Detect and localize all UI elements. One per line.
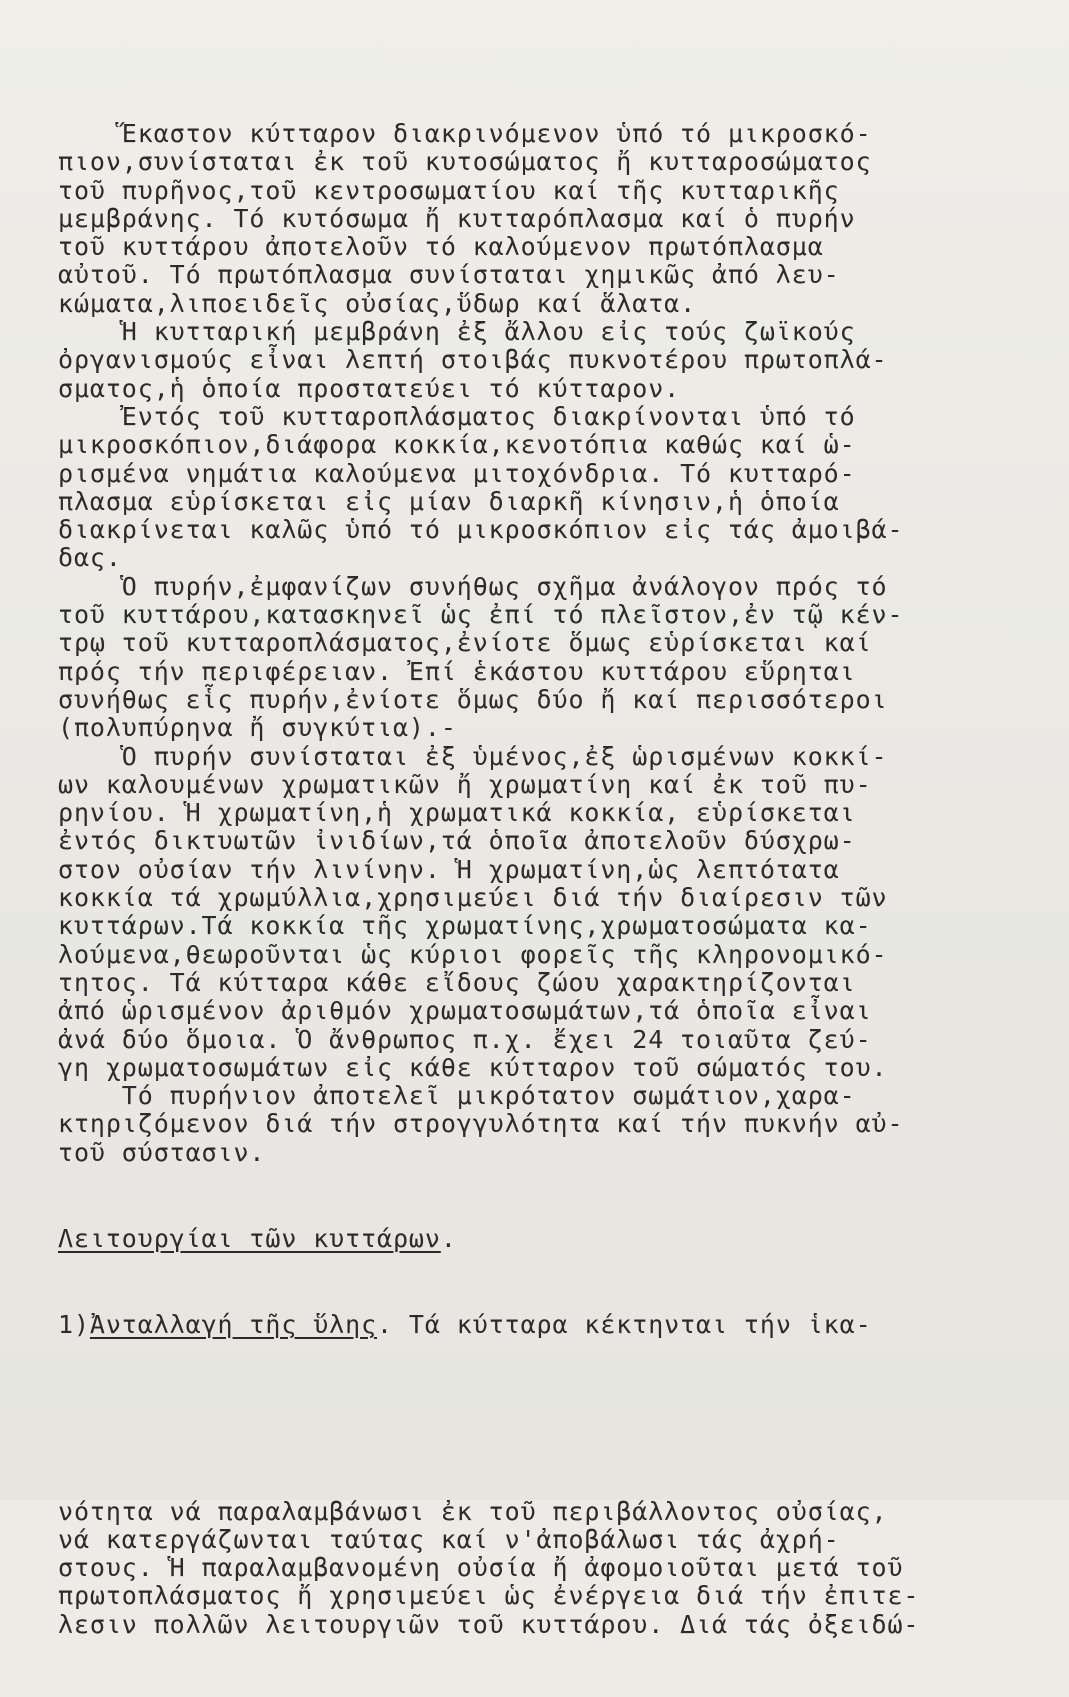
item-heading-line bbox=[58, 1311, 1048, 1339]
text-line: γη χρωματοσωμάτων εἰς κάθε κύτταρον τοῦ σώματός του. bbox=[58, 1052, 888, 1082]
text-line: ἀπό ὡρισμένον ἀριθμόν χρωματοσωμάτων,τά ὁποῖα εἶναι bbox=[58, 996, 872, 1026]
text-line: μεμβράνης. Τό κυτόσωμα ἤ κυτταρόπλασμα καί ὁ πυρήν bbox=[58, 203, 856, 233]
text-line: Ὁ πυρήν συνίσταται ἐξ ὑμένος,ἐξ ὡρισμένων κοκκί- bbox=[58, 741, 888, 771]
text-line: Ἡ κυτταρική μεμβράνη ἐξ ἄλλου εἰς τούς ζωϊκούς bbox=[58, 317, 856, 347]
text-line: τητος. Τά κύτταρα κάθε εἴδους ζώου χαρακτηρίζονται bbox=[58, 967, 856, 997]
text-line: κυττάρων.Τά κοκκία τῆς χρωματίνης,χρωματοσώματα κα- bbox=[58, 911, 872, 941]
text-line: πλασμα εὑρίσκεται εἰς μίαν διαρκῆ κίνησιν,ἡ ὁποία bbox=[58, 486, 840, 516]
text-line: στους. Ἡ παραλαμβανομένη οὐσία ἤ ἀφομοιοῦται μετά τοῦ bbox=[58, 1553, 904, 1583]
text-line: πρωτοπλάσματος ἤ χρησιμεύει ὡς ἐνέργεια διά τήν ἐπιτε- bbox=[58, 1581, 920, 1611]
item-paragraph bbox=[58, 1498, 1048, 1639]
text-line: νά κατεργάζωνται ταύτας καί ν'ἀποβάλωσι τάς ἀχρή- bbox=[58, 1524, 840, 1554]
text-line: Ἐντός τοῦ κυτταροπλάσματος διακρίνονται ὑπό τό bbox=[58, 401, 856, 431]
text-line: κοκκία τά χρωμύλλια,χρησιμεύει διά τήν διαίρεσιν τῶν bbox=[58, 883, 888, 913]
text-line: Ἕκαστον κύτταρον διακρινόμενον ὑπό τό μικροσκό- bbox=[58, 119, 872, 148]
section-heading-period: . bbox=[440, 1223, 457, 1253]
text-line: ρισμένα νημάτια καλούμενα μιτοχόνδρια. Τό κυτταρό- bbox=[58, 458, 856, 488]
text-line: πιον,συνίσταται ἐκ τοῦ κυτοσώματος ἤ κυτταροσώματος bbox=[58, 147, 872, 177]
text-line: (πολυπύρηνα ἤ συγκύτια).- bbox=[58, 713, 457, 743]
text-line: τοῦ πυρῆνος,τοῦ κεντροσωματίου καί τῆς κυτταρικῆς bbox=[58, 175, 840, 205]
text-line: δας. bbox=[58, 543, 122, 573]
text-line: Ὁ πυρήν,ἐμφανίζων συνήθως σχῆμα ἀνάλογον πρός τό bbox=[58, 571, 888, 601]
text-line: μικροσκόπιον,διάφορα κοκκία,κενοτόπια καθώς καί ὡ- bbox=[58, 430, 856, 460]
text-line: τοῦ κυττάρου,κατασκηνεῖ ὡς ἐπί τό πλεῖστον,ἐν τῷ κέν- bbox=[58, 600, 904, 630]
text-line: Τό πυρήνιον ἀποτελεῖ μικρότατον σωμάτιον,χαρα- bbox=[58, 1081, 856, 1111]
section-heading-line bbox=[58, 1225, 1048, 1253]
text-line: τοῦ σύστασιν. bbox=[58, 1137, 266, 1167]
text-line: σματος,ἡ ὁποία προστατεύει τό κύτταρον. bbox=[58, 373, 681, 403]
text-line: νότητα νά παραλαμβάνωσι ἐκ τοῦ περιβάλλοντος οὐσίας, bbox=[58, 1496, 888, 1526]
text-line: κώματα,λιποειδεῖς οὐσίας,ὕδωρ καί ἅλατα. bbox=[58, 288, 697, 318]
text-line: ἐντός δικτυωτῶν ἰνιδίων,τά ὁποῖα ἀποτελοῦν δύσχρω- bbox=[58, 826, 856, 856]
body-paragraphs bbox=[58, 120, 1048, 1167]
item-heading-rest: . Τά κύτταρα κέκτηνται τήν ἱκα- bbox=[377, 1310, 872, 1340]
text-line: ων καλουμένων χρωματικῶν ἤ χρωματίνη καί ἐκ τοῦ πυ- bbox=[58, 769, 872, 799]
text-line: ρηνίου. Ἡ χρωματίνη,ἡ χρωματικά κοκκία, εὑρίσκεται bbox=[58, 798, 856, 828]
text-line: τρῳ τοῦ κυτταροπλάσματος,ἐνίοτε ὅμως εὑρίσκεται καί bbox=[58, 628, 872, 658]
text-line: τοῦ κυττάρου ἀποτελοῦν τό καλούμενον πρωτόπλασμα bbox=[58, 232, 824, 262]
text-line: συνήθως εἷς πυρήν,ἐνίοτε ὅμως δύο ἤ καί περισσότεροι bbox=[58, 684, 888, 714]
text-line: διακρίνεται καλῶς ὑπό τό μικροσκόπιον εἰς τάς ἀμοιβά- bbox=[58, 515, 904, 545]
text-line: αὐτοῦ. Τό πρωτόπλασμα συνίσταται χημικῶς ἀπό λευ- bbox=[58, 260, 840, 290]
page-text bbox=[58, 62, 1048, 1697]
text-line: λούμενα,θεωροῦνται ὡς κύριοι φορεῖς τῆς κληρονομικό- bbox=[58, 939, 888, 969]
paragraph-gap bbox=[58, 1398, 1048, 1440]
item-number: 1) bbox=[58, 1310, 90, 1340]
text-line: λεσιν πολλῶν λειτουργιῶν τοῦ κυττάρου. Διά τάς ὀξειδώ- bbox=[58, 1609, 920, 1639]
item-heading: Ἀνταλλαγή τῆς ὕλης bbox=[89, 1310, 378, 1340]
text-line: κτηριζόμενον διά τήν στρογγυλότητα καί τήν πυκνήν αὐ- bbox=[58, 1109, 904, 1139]
text-line: πρός τήν περιφέρειαν. Ἐπί ἑκάστου κυττάρου εὕρηται bbox=[58, 656, 856, 686]
text-line: ἀνά δύο ὅμοια. Ὁ ἄνθρωπος π.χ. ἔχει 24 τοιαῦτα ζεύ- bbox=[58, 1024, 872, 1054]
text-line: ὀργανισμούς εἶναι λεπτή στοιβάς πυκνοτέρου πρωτοπλά- bbox=[58, 345, 888, 375]
text-line: στον οὐσίαν τήν λινίνην. Ἡ χρωματίνη,ὡς λεπτότατα bbox=[58, 854, 840, 884]
section-heading: Λειτουργίαι τῶν κυττάρων bbox=[58, 1223, 441, 1253]
